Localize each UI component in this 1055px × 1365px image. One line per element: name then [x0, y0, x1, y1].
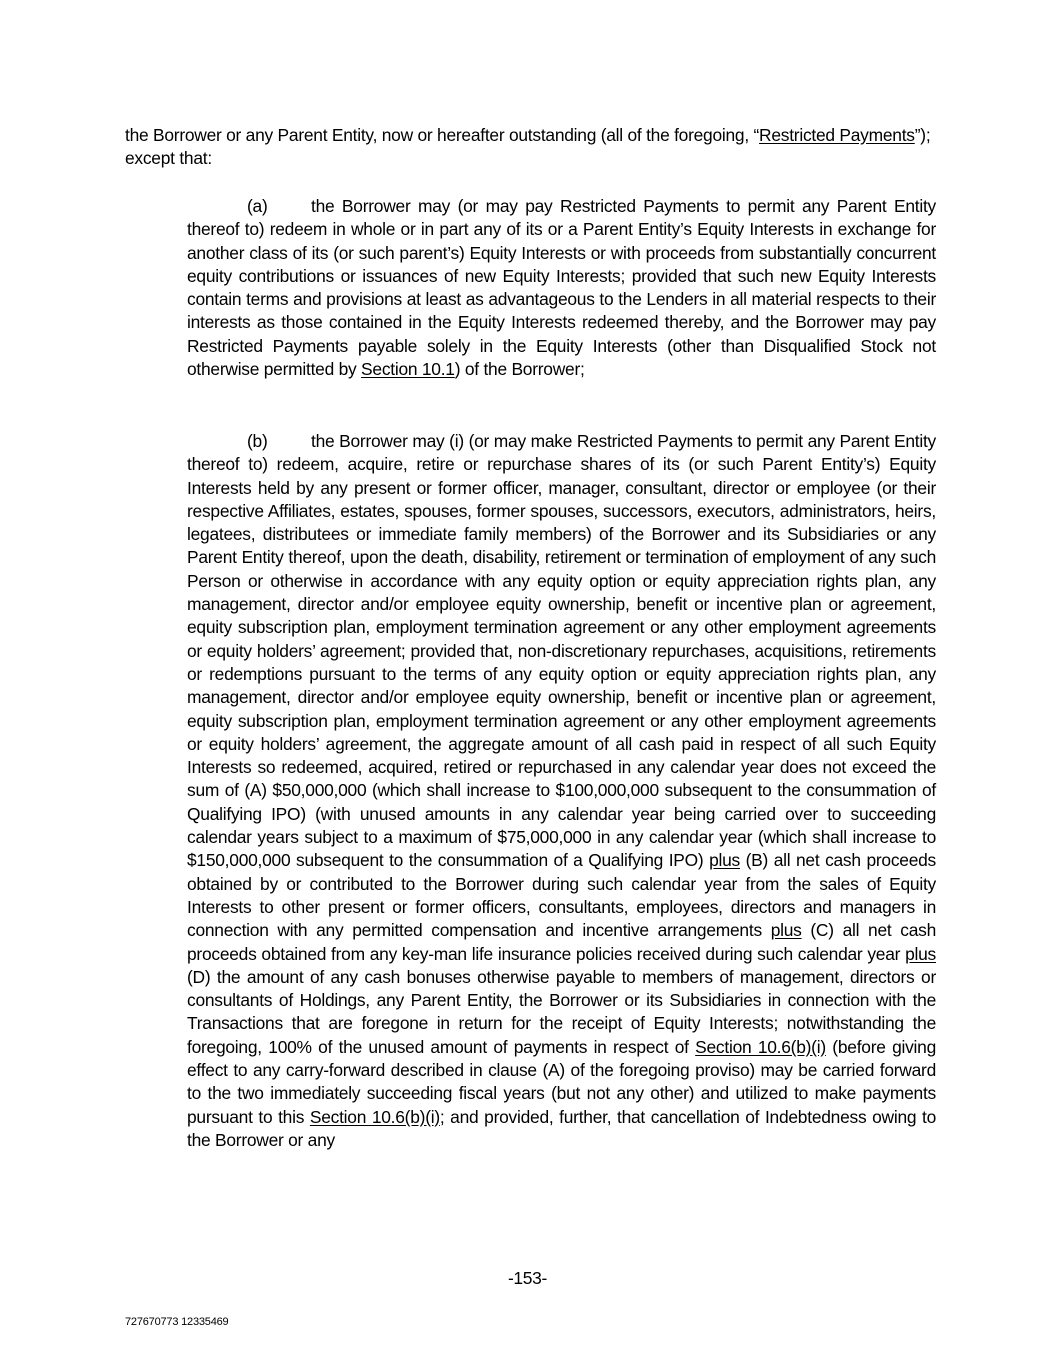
intro-paragraph	[125, 124, 936, 171]
clause-b-text-1: the Borrower may (i) (or may make Restricted Payments to permit any Parent Entity thereof to) redeem, acquire, retire or repurchase shares of its (or such Parent Entity’s) Equity Interests held by any present or former officer, manager, consultant, director or employee (or their respective Affiliates, estates, spouses, former spouses, successors, executors, administrators, heirs, legatees, distributees or immediate family members) of the Borrower and its Subsidiaries or any Parent Entity thereof, upon the death, disability, retirement or termination of employment of any such Person or otherwise in accordance with any equity option or equity appreciation rights plan, any management, director and/or employee equity ownership, benefit or incentive plan or agreement, equity subscription plan, employment termination agreement or any other employment agreements or equity holders’ agreement; provided that, non-discretionary repurchases, acquisitions, retirements or redemptions pursuant to the terms of any equity option or equity appreciation rights plan, any management, director and/or employee equity ownership, benefit or incentive plan or agreement, equity subscription plan, employment termination agreement or any other employment agreements or equity holders’ agreement, the aggregate amount of all cash paid in respect of all such Equity Interests so redeemed, acquired, retired or repurchased in any calendar year does not exceed the sum of (A) $50,000,000 (which shall increase to $100,000,000 subsequent to the consummation of Qualifying IPO) (with unused amounts in any calendar year being carried over to succeeding calendar years subject to a maximum of $75,000,000 in any calendar year (which shall increase to $150,000,000 subsequent to the consummation of a Qualifying IPO)	[187, 431, 936, 871]
intro-text-before: the Borrower or any Parent Entity, now or hereafter outstanding (all of the foregoing, “	[125, 125, 760, 145]
plus-term-2: plus	[770, 920, 802, 941]
plus-term-1: plus	[709, 850, 740, 871]
clause-b-label: (b)	[247, 431, 268, 451]
clause-a-label: (a)	[247, 196, 268, 216]
section-10-6-b-i-reference-1[interactable]: Section 10.6(b)(i)	[695, 1036, 826, 1057]
clause-b-text-4: (D) the amount of any cash bonuses otherwise payable to members of management, directors or consultants of Holdings, any Parent Entity, the Borrower or its Subsidiaries in connection with the Transactions that are foregone in return for the receipt of Equity Interests; notwithstanding the foregoing, 100% of the unused amount of payments in respect of	[187, 966, 936, 1057]
clause-a-text-2: ) of the Borrower;	[454, 359, 585, 380]
clause-b-text-6: ; and provided, further, that cancellation of Indebtedness owing to the Borrower or any	[187, 1106, 936, 1150]
page-number: -153-	[507, 1268, 548, 1288]
clause-b-text-2: (B) all net cash proceeds obtained by or contributed to the Borrower during such calendar year from the sales of Equity Interests to other present or former officers, consultants, employees, directors and managers in connection with any permitted compensation and incentive arrangements	[187, 850, 936, 941]
section-10-6-b-i-reference-2[interactable]: Section 10.6(b)(i)	[309, 1106, 440, 1127]
clause-a-paragraph	[187, 195, 936, 381]
section-10-1-reference[interactable]: Section 10.1	[361, 359, 455, 380]
clause-b-text-5: (before giving effect to any carry-forward described in clause (A) of the foregoing proviso) may be carried forward to the two immediately succeeding fiscal years (but not any other) and utilized to make payments pursuant to this	[187, 1036, 937, 1127]
restricted-payments-term: Restricted Payments	[759, 125, 915, 145]
document-id: 727670773 12335469	[125, 1316, 229, 1328]
clause-a-text-1: the Borrower may (or may pay Restricted Payments to permit any Parent Entity thereof to) redeem in whole or in part any of its or a Parent Entity’s Equity Interests in exchange for another class of its (or such parent’s) Equity Interests or with proceeds from substantially concurrent equity contributions or issuances of new Equity Interests; provided that such new Equity Interests contain terms and provisions at least as advantageous to the Lenders in all material respects to their interests as those contained in the Equity Interests redeemed thereby, and the Borrower may pay Restricted Payments payable solely in the Equity Interests (other than Disqualified Stock not otherwise permitted by	[187, 196, 936, 380]
plus-term-3: plus	[905, 943, 936, 964]
clause-b-paragraph	[187, 430, 936, 1152]
intro-text-after: ”); except that:	[125, 125, 931, 169]
clause-b-text-3: (C) all net cash proceeds obtained from any key-man life insurance policies received during such calendar year	[187, 920, 936, 964]
